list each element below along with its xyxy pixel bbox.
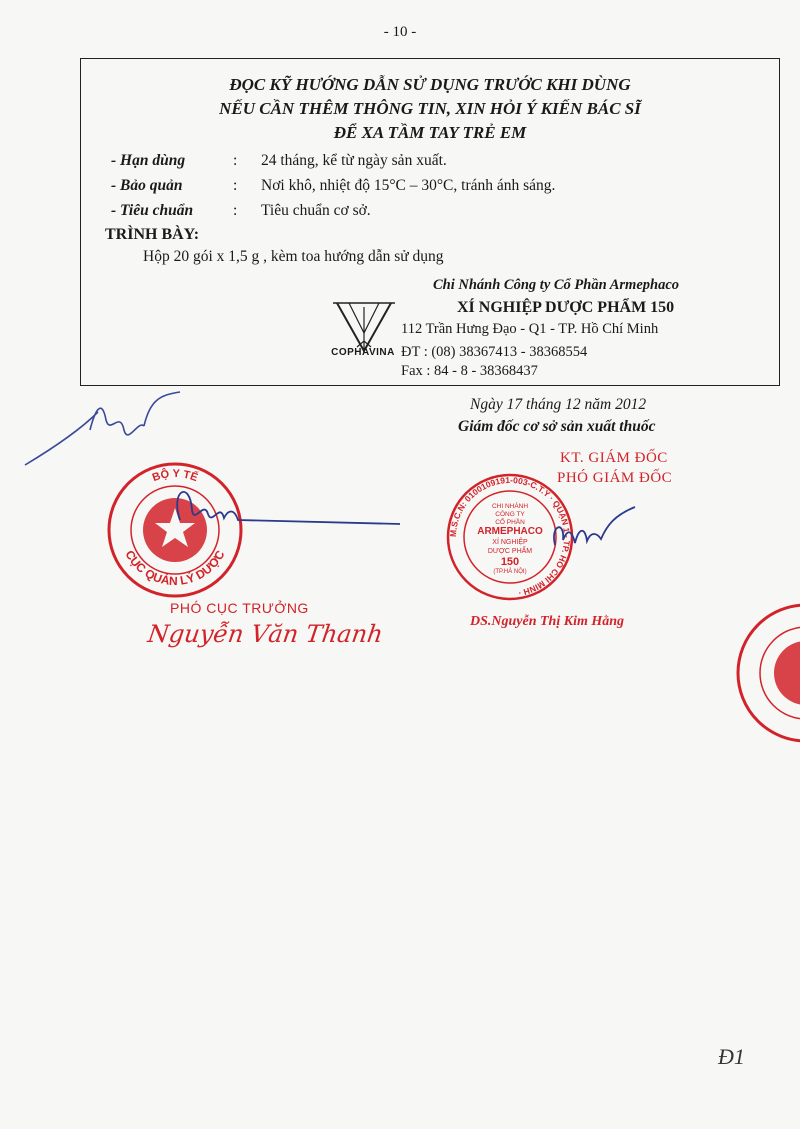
initials: Đ1 <box>718 1044 745 1069</box>
stamp-line: CỔ PHẦN <box>495 519 525 526</box>
director-title: Giám đốc cơ sở sản xuất thuốc <box>458 418 656 435</box>
spec-colon: : <box>233 202 238 219</box>
stamp-line: CHI NHÁNH <box>491 503 529 510</box>
signature-left <box>160 470 410 540</box>
signature-right <box>545 505 645 560</box>
spec-label: - Hạn dùng <box>111 152 186 169</box>
stamp-line: DƯỢC PHẨM <box>487 548 533 555</box>
stamp-line: ARMEPHACO <box>477 526 543 537</box>
company-phone: ĐT : (08) 38367413 - 38368554 <box>401 344 588 360</box>
kt-title: KT. GIÁM ĐỐC <box>560 450 668 466</box>
deputy-head-name: Nguyễn Văn Thanh <box>146 620 385 648</box>
company-branch: Chi Nhánh Công ty Cổ Phần Armephaco <box>433 277 680 293</box>
deputy-head-title: PHÓ CỤC TRƯỞNG <box>170 600 309 616</box>
spec-label: - Bảo quản <box>111 177 183 194</box>
spec-value: Nơi khô, nhiệt độ 15°C – 30°C, tránh ánh sáng. <box>261 177 556 194</box>
presentation-text: Hộp 20 gói x 1,5 g , kèm toa hướng dẫn sử dụng <box>143 248 444 265</box>
spec-value: 24 tháng, kể từ ngày sản xuất. <box>261 152 447 169</box>
info-box <box>80 58 780 386</box>
spec-value: Tiêu chuẩn cơ sở. <box>261 202 371 219</box>
date-line: Ngày 17 tháng 12 năm 2012 <box>470 396 647 413</box>
warning-line-1: ĐỌC KỸ HƯỚNG DẪN SỬ DỤNG TRƯỚC KHI DÙNG <box>229 75 631 94</box>
stamp-line: 150 <box>500 556 520 568</box>
spec-label: - Tiêu chuẩn <box>111 202 194 219</box>
spec-colon: : <box>233 152 238 169</box>
company-address: 112 Trần Hưng Đạo - Q1 - TP. Hồ Chí Minh <box>401 321 659 337</box>
deputy-director-title: PHÓ GIÁM ĐỐC <box>557 470 673 486</box>
stamp-line: (TP.HÀ NỘI) <box>493 569 527 575</box>
stamp-ring-text: M.S.C.N: 0100109191-003-C.T.Y · QUẬN 1 - TP. HỒ CHÍ MINH · <box>447 474 573 599</box>
warning-line-3: ĐỂ XA TẦM TAY TRẺ EM <box>333 123 527 142</box>
partial-stamp <box>728 598 800 748</box>
stamp-line: XÍ NGHIỆP <box>492 539 528 546</box>
spec-colon: : <box>233 177 238 194</box>
stamp-line: CÔNG TY <box>495 511 525 518</box>
stamp-ring-top: BỘ Y TẾ <box>150 467 200 485</box>
ds-name: DS.Nguyễn Thị Kim Hằng <box>470 614 625 629</box>
handwritten-mark <box>20 390 190 470</box>
company-fax: Fax : 84 - 8 - 38368437 <box>401 363 538 379</box>
warning-line-2: NẾU CẦN THÊM THÔNG TIN, XIN HỎI Ý KIẾN BÁC SĨ <box>219 99 641 118</box>
logo-text: COPHAVINA <box>331 347 395 358</box>
presentation-heading: TRÌNH BÀY: <box>105 226 200 243</box>
company-name: XÍ NGHIỆP DƯỢC PHẨM 150 <box>457 299 675 316</box>
stamp-ring-bottom: CỤC QUẢN LÝ DƯỢC <box>122 547 228 589</box>
page-number: - 10 - <box>383 24 417 40</box>
